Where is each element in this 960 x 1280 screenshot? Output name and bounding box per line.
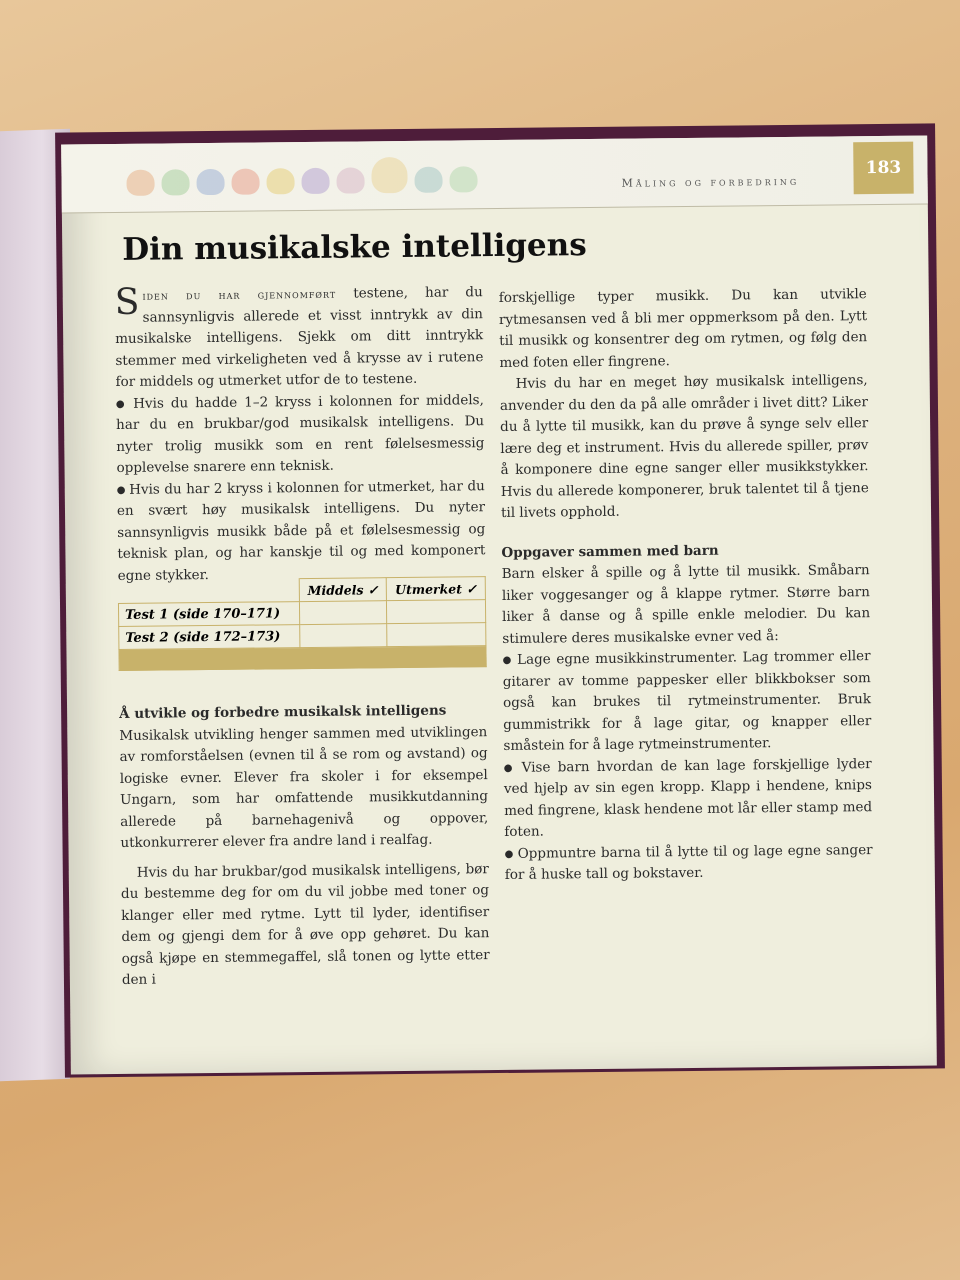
right-column (499, 284, 873, 886)
decorative-head-icon (126, 170, 154, 196)
decorative-heads (126, 156, 477, 196)
book-page (61, 135, 937, 1074)
header-band (61, 135, 928, 213)
running-head: Måling og forbedring (621, 174, 800, 190)
decorative-head-icon (336, 167, 364, 193)
bullet-instruments: ● Lage egne musikkinstrumenter. Lag trommer eller gitarer av tomme pappesker eller blikkbokser som også kan brukes til rytmeinstrumenter. Bruk gummistrikk for å lage gitar, og knapper eller småstein for å lage rytmeinstrumenter. (502, 646, 871, 757)
col-header-utmerket: Utmerket ✓ (386, 577, 485, 601)
bullet-middels: ● Hvis du hadde 1–2 kryss i kolonnen for middels, har du en brukbar/god musikalsk intelligens. Du nyter trolig musikk som en rent følelsesmessig opplevelse snarere enn teknisk. (116, 390, 485, 480)
table-footer-bar (119, 646, 486, 671)
page-title: Din musikalske intelligens (122, 227, 587, 268)
left-column (115, 282, 486, 587)
checkbox-test1-middels[interactable] (299, 601, 386, 625)
paragraph: Musikalsk utvikling henger sammen med utviklingen av romforståelsen (evnen til å se rom og avstand) og logiske evner. Elever fra skoler i for eksempel Ungarn, som har omfattende musikkutdanning allerede på barnehagenivå og oppover, utkonkurrerer elever fra andre land i realfag. (119, 723, 489, 851)
intro-text: testene, har du sannsynligvis allerede et visst inntrykk av din musikalske intelligens. Sjekk om ditt inntrykk stemmer med virkeligheten ved å krysse av i rutene for middels og utmerket utfor de to testene. (115, 284, 484, 391)
bullet-body-sounds: ● Vise barn hvordan de kan lage forskjellige lyder ved hjelp av sin egen kropp. Klapp i hendene, knips med fingrene, klask hendene mot lår eller stamp med foten. (504, 754, 873, 844)
row-label-test1: Test 1 (side 170–171) (118, 602, 299, 627)
col-header-middels: Middels ✓ (299, 578, 386, 602)
section-heading-develop: Å utvikle og forbedre musikalsk intelligens (119, 702, 447, 722)
section-heading-children: Oppgaver sammen med barn (501, 542, 719, 561)
decorative-head-icon (449, 166, 477, 192)
score-table (118, 576, 487, 671)
paragraph: Hvis du har en meget høy musikalsk intelligens, anvender du den da på alle områder i livet ditt? Liker du å lytte til musikk, kan du prøve å synge selv eller lære deg et instrument. Hvis du allerede spiller, prøv å komponere dine egne sanger eller musikkstykker. Hvis du allerede komponerer, bruk talentet til å tjene til livets opphold. (499, 372, 869, 521)
decorative-head-icon (231, 168, 259, 194)
row-label-test2: Test 2 (side 172–173) (119, 625, 300, 650)
decorative-head-icon (371, 157, 407, 193)
drop-cap: S (114, 281, 140, 324)
checkbox-test2-utmerket[interactable] (387, 623, 486, 647)
bullet-utmerket: ● Hvis du har 2 kryss i kolonnen for utmerket, har du en svært høy musikalsk intelligens. Du nyter sannsynligvis musikk både på et følelsesmessig og teknisk plan, og har kanskje til og med komponert egne stykker. (117, 476, 486, 587)
decorative-head-icon (266, 168, 294, 194)
paragraph: Barn elsker å spille og å lytte til musikk. Småbarn liker voggesanger og å klappe rytmer. Større barn liker å danse og å spille enkle melodier. Du kan stimulere deres musikalske evner ved å: (501, 562, 871, 647)
table-corner (118, 579, 299, 604)
decorative-head-icon (161, 169, 189, 195)
decorative-head-icon (196, 169, 224, 195)
bullet-songs: ● Oppmuntre barna til å lytte til og lage egne sanger for å huske tall og bokstaver. (504, 840, 872, 887)
intro-smallcaps: iden du har gjennomført (142, 287, 337, 303)
decorative-head-icon (414, 167, 442, 193)
paragraph: forskjellige typer musikk. Du kan utvikle rytmesansen ved å bli mer oppmerksom på den. Lytt til musikk og konsentrer deg om rytmen, og følg den med foten eller fingrene. (498, 286, 868, 371)
checkbox-test1-utmerket[interactable] (387, 600, 486, 624)
intro-paragraph (115, 282, 484, 393)
checkbox-test2-middels[interactable] (300, 624, 387, 648)
page-number: 183 (853, 142, 914, 195)
paragraph: Hvis du har brukbar/god musikalsk intelligens, bør du bestemme deg for om du vil jobbe med toner og klanger eller med rytme. Lytt til lyder, identifiser dem og gjengi dem for å øve opp gehøret. Du kan også kjøpe en stemmegaffel, slå tonen og lytte etter den i (120, 860, 490, 988)
left-column-lower (119, 700, 490, 991)
decorative-head-icon (301, 168, 329, 194)
